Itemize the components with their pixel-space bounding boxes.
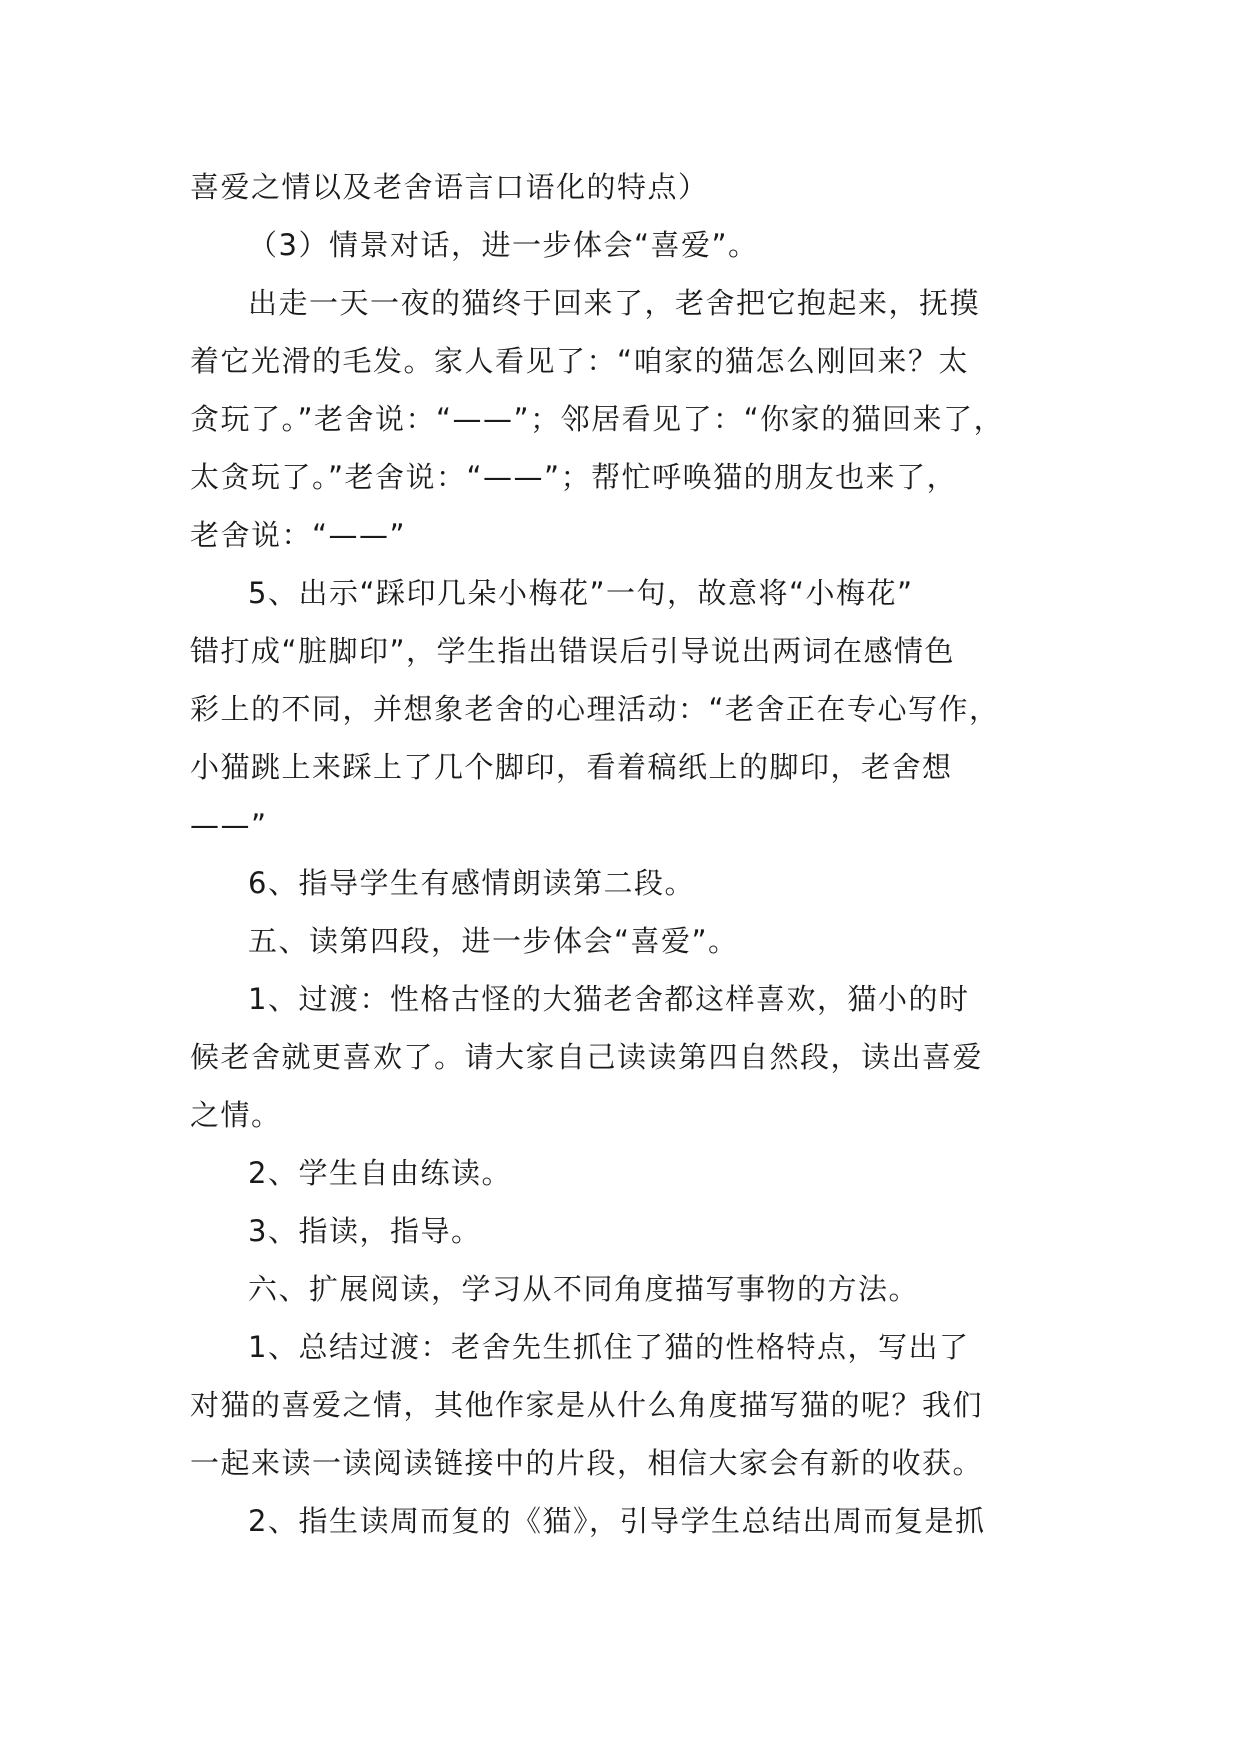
text-line: 贪玩了。”老舍说：“——”；邻居看见了：“你家的猫回来了， [190,402,1005,436]
paragraph [190,970,1070,1144]
text-line: 着它光滑的毛发。家人看见了：“咱家的猫怎么刚回来？太 [190,344,970,378]
paragraph [190,1144,1070,1202]
text-line: 2、学生自由练读。 [248,1156,512,1190]
text-line: 候老舍就更喜欢了。请大家自己读读第四自然段，读出喜爱 [190,1040,984,1074]
text-line: ——” [190,808,268,842]
text-line: （3）情景对话，进一步体会“喜爱”。 [248,228,759,262]
document-body [190,158,1070,1550]
text-line: 出走一天一夜的猫终于回来了，老舍把它抱起来，抚摸 [248,286,981,320]
paragraph [190,1492,1070,1550]
paragraph [190,854,1070,912]
paragraph [190,216,1070,274]
text-line: 太贪玩了。”老舍说：“——”；帮忙呼唤猫的朋友也来了， [190,460,958,494]
paragraph [190,912,1070,970]
text-line: 老舍说：“——” [190,518,407,552]
paragraph [190,1202,1070,1260]
paragraph [190,158,1070,216]
text-line: 1、总结过渡：老舍先生抓住了猫的性格特点，写出了 [248,1330,970,1364]
text-line: 喜爱之情以及老舍语言口语化的特点） [190,170,709,204]
text-line: 小猫跳上来踩上了几个脚印，看着稿纸上的脚印，老舍想 [190,750,953,784]
text-line: 6、指导学生有感情朗读第二段。 [248,866,695,900]
text-line: 3、指读，指导。 [248,1214,482,1248]
text-line: 2、指生读周而复的《猫》，引导学生总结出周而复是抓 [248,1504,986,1538]
text-line: 六、扩展阅读，学习从不同角度描写事物的方法。 [248,1272,920,1306]
paragraph [190,274,1070,564]
paragraph [190,564,1070,854]
text-line: 彩上的不同，并想象老舍的心理活动：“老舍正在专心写作， [190,692,1000,726]
paragraph [190,1260,1070,1318]
paragraph [190,1318,1070,1492]
text-line: 错打成“脏脚印”，学生指出错误后引导说出两词在感情色 [190,634,956,668]
text-line: 5、出示“踩印几朵小梅花”一句，故意将“小梅花” [248,576,914,610]
text-line: 一起来读一读阅读链接中的片段，相信大家会有新的收获。 [190,1446,984,1480]
text-line: 1、过渡：性格古怪的大猫老舍都这样喜欢，猫小的时 [248,982,970,1016]
text-line: 五、读第四段，进一步体会“喜爱”。 [248,924,739,958]
text-line: 对猫的喜爱之情，其他作家是从什么角度描写猫的呢？我们 [190,1388,984,1422]
text-line: 之情。 [190,1098,282,1132]
